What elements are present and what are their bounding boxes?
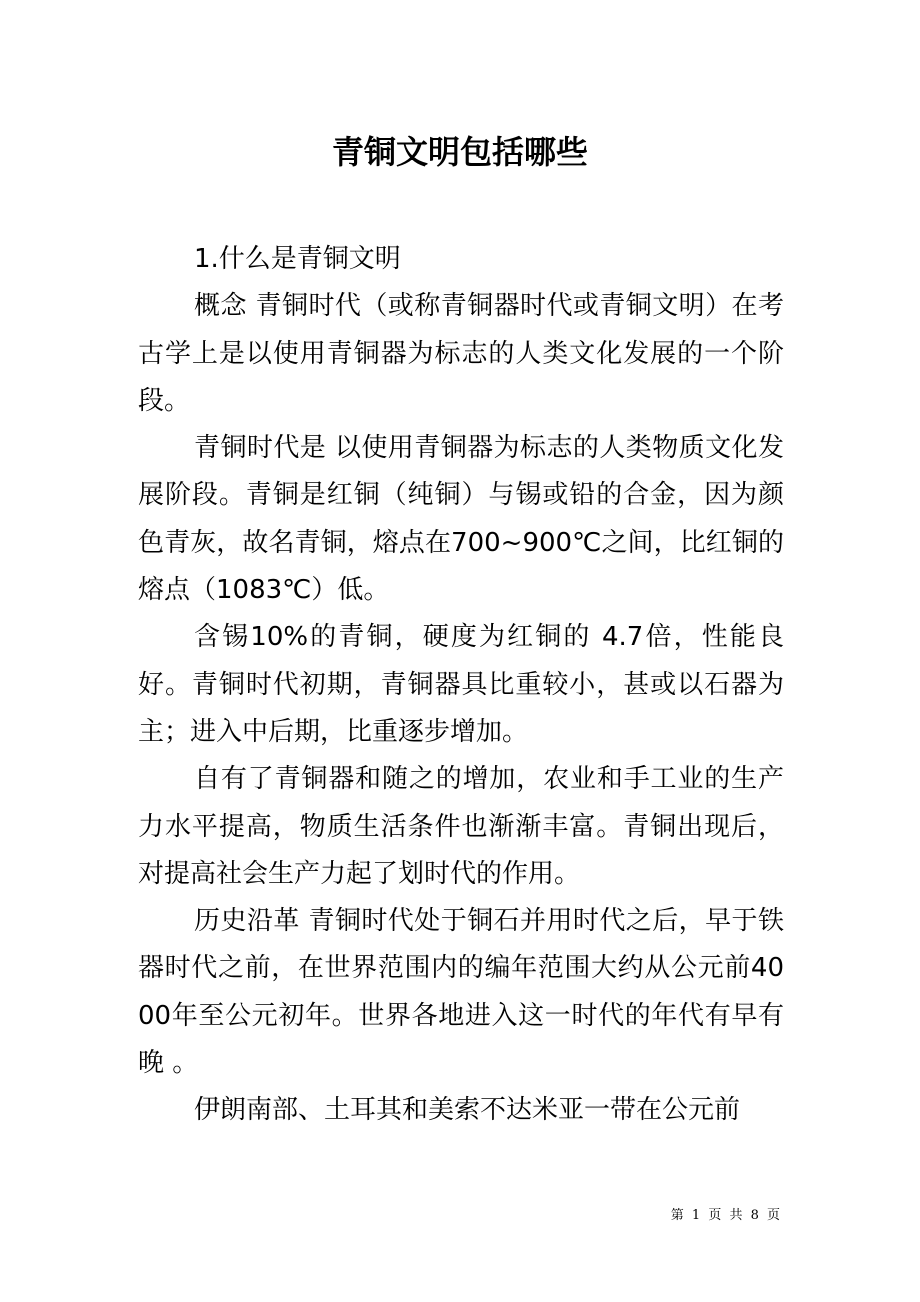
paragraph-regions: 伊朗南部、土耳其和美索不达米亚一带在公元前 — [194, 1095, 741, 1126]
paragraph-productivity: 自有了青铜器和随之的增加，农业和手工业的生产力水平提高，物质生活条件也渐渐丰富。青铜出现后，对提高社会生产力起了划时代的作用。 — [138, 764, 784, 889]
section-heading: 1.什么是青铜文明 — [194, 244, 401, 274]
paragraph-history: 历史沿革 青铜时代处于铜石并用时代之后，早于铁器时代之前，在世界范围内的编年范围大约从公元前4000年至公元初年。世界各地进入这一时代的年代有早有晚 。 — [138, 906, 784, 1079]
paragraph-tin-content: 含锡10%的青铜，硬度为红铜的 4.7倍，性能良好。青铜时代初期，青铜器具比重较小，甚或以石器为主；进入中后期，比重逐步增加。 — [138, 622, 784, 747]
paragraph-concept: 概念 青铜时代（或称青铜器时代或青铜文明）在考古学上是以使用青铜器为标志的人类文化发展的一个阶段。 — [138, 291, 784, 416]
page-number-footer: 第 1 页 共 8 页 — [670, 1208, 782, 1223]
document-title: 青铜文明包括哪些 — [331, 133, 588, 171]
paragraph-bronze-definition: 青铜时代是 以使用青铜器为标志的人类物质文化发展阶段。青铜是红铜（纯铜）与锡或铅的合金，因为颜色青灰，故名青铜，熔点在700~900℃之间，比红铜的熔点（1083℃）低。 — [138, 433, 784, 606]
document-body — [138, 236, 784, 1135]
